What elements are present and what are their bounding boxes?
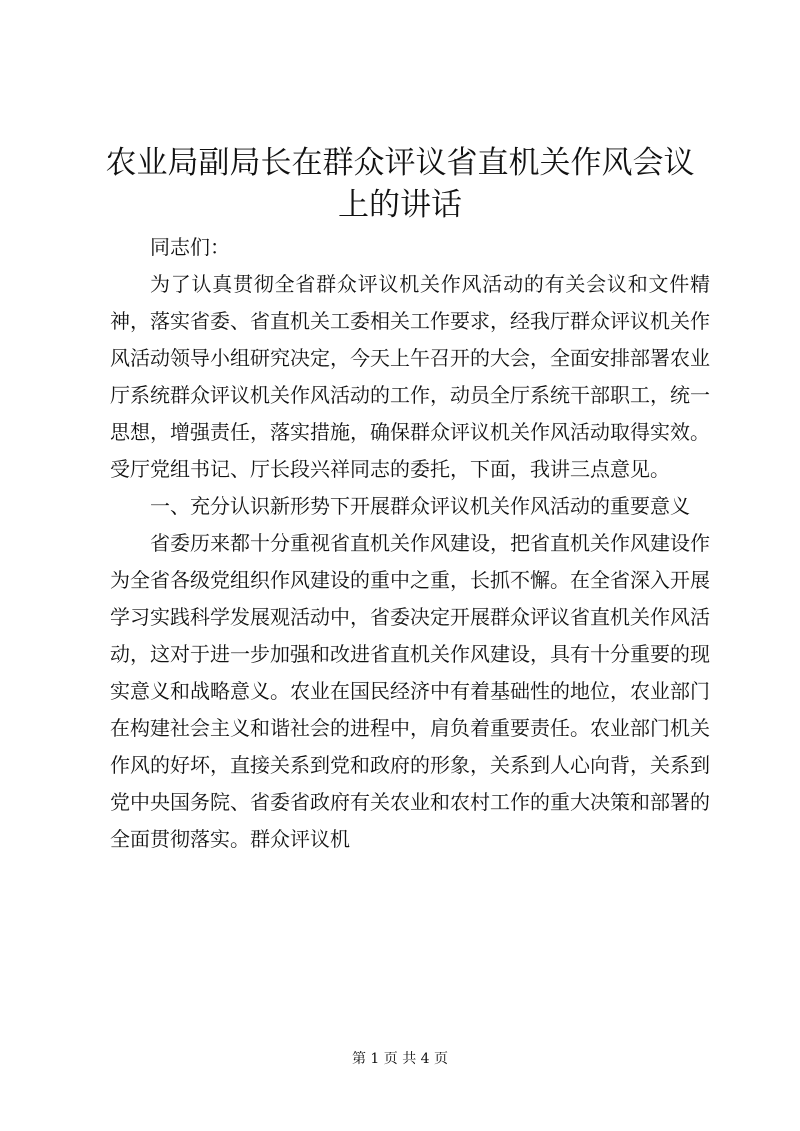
section-1-paragraph: 省委历来都十分重视省直机关作风建设，把省直机关作风建设作为全省各级党组织作风建设的重中之重，长抓不懈。在全省深入开展学习实践科学发展观活动中，省委决定开展群众评议省直机关作风活动，这对于进一步加强和改进省直机关作风建设，具有十分重要的现实意义和战略意义。农业在国民经济中有着基础性的地位，农业部门在构建社会主义和谐社会的进程中，肩负着重要责任。农业部门机关作风的好坏，直接关系到党和政府的形象，关系到人心向背，关系到党中央国务院、省委省政府有关农业和农村工作的重大决策和部署的全面贯彻落实。群众评议机 [110, 531, 710, 851]
section-heading-1: 一、充分认识新形势下开展群众评议机关作风活动的重要意义 [150, 494, 690, 518]
document-title: 农业局副局长在群众评议省直机关作风会议上的讲话 [105, 145, 695, 223]
salutation-paragraph: 同志们： [150, 235, 230, 259]
intro-paragraph: 为了认真贯彻全省群众评议机关作风活动的有关会议和文件精神，落实省委、省直机关工委相关工作要求，经我厅群众评议机关作风活动领导小组研究决定，今天上午召开的大会，全面安排部署农业厅系统群众评议机关作风活动的工作，动员全厅系统干部职工，统一思想，增强责任，落实措施，确保群众评议机关作风活动取得实效。受厅党组书记、厅长段兴祥同志的委托，下面，我讲三点意见。 [110, 272, 710, 481]
page-footer: 第 1 页 共 4 页 [351, 1051, 449, 1067]
document-body [110, 229, 710, 858]
